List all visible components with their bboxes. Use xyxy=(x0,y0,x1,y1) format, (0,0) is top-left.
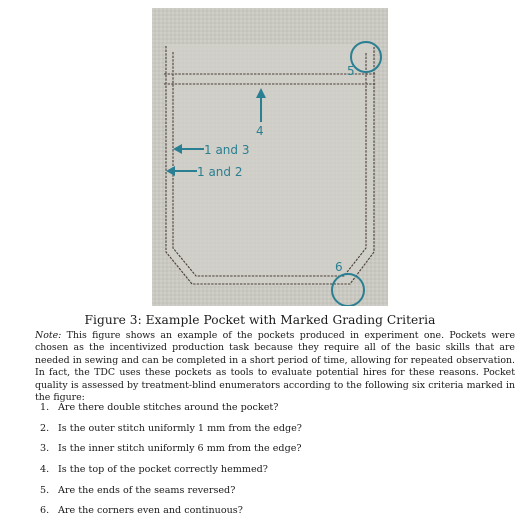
figure-note xyxy=(35,330,515,404)
note-label: Note: xyxy=(35,330,62,341)
criteria-list xyxy=(40,402,302,526)
criteria-number: 3. xyxy=(40,443,50,455)
label-6: 6 xyxy=(335,260,343,274)
criteria-item xyxy=(40,485,302,506)
label-4: 4 xyxy=(256,124,264,138)
criteria-number: 2. xyxy=(40,422,50,434)
criteria-item xyxy=(40,423,302,444)
criteria-text: Are the ends of the seams reversed? xyxy=(58,484,236,496)
criteria-text: Are there double stitches around the pocket? xyxy=(58,402,279,413)
criteria-text: Is the outer stitch uniformly 1 mm from the edge? xyxy=(58,422,302,434)
criteria-item xyxy=(40,505,302,526)
criteria-number: 4. xyxy=(40,464,50,476)
criteria-item xyxy=(40,464,302,485)
note-text: This figure shows an example of the pockets produced in experiment one. Pockets were chosen as the incentivized production task because they require all of the basic skills that are needed in sewing and can be completed in a short period of time, allowing for repeated observation. In fact, the TDC uses these pockets as tools to evaluate potential hires for these reasons. Pocket quality is assessed by treatment-blind enumerators according to the following six criteria marked in the figure: xyxy=(35,330,515,404)
pocket-figure xyxy=(152,8,388,306)
figure-caption: Figure 3: Example Pocket with Marked Grading Criteria xyxy=(84,313,436,327)
criteria-text: Are the corners even and continuous? xyxy=(58,505,243,517)
criteria-item xyxy=(40,402,302,423)
label-1and3: 1 and 3 xyxy=(204,143,250,157)
criteria-item xyxy=(40,443,302,464)
criteria-number: 5. xyxy=(40,484,50,496)
criteria-text: Is the inner stitch uniformly 6 mm from the edge? xyxy=(58,443,302,455)
label-5: 5 xyxy=(347,64,355,78)
criteria-number: 1. xyxy=(40,402,50,413)
criteria-number: 6. xyxy=(40,505,50,517)
criteria-text: Is the top of the pocket correctly hemmed? xyxy=(58,464,268,476)
pocket-photo xyxy=(152,8,388,306)
label-1and2: 1 and 2 xyxy=(197,165,243,179)
